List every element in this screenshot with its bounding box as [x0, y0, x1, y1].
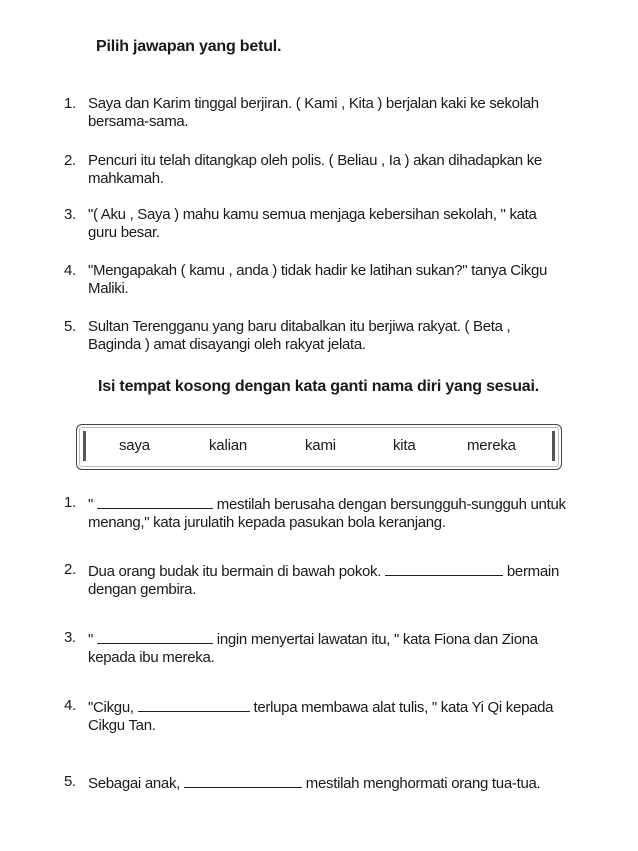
question-line2: kepada ibu mereka.	[88, 649, 215, 666]
section2-instruction: Isi tempat kosong dengan kata ganti nama diri yang sesuai.	[98, 378, 539, 395]
question-line2: dengan gembira.	[88, 581, 197, 598]
s2-question-3	[64, 629, 594, 667]
question-pre-text: Dua orang budak itu bermain di bawah pokok.	[88, 563, 382, 580]
word-bank-item: saya	[119, 437, 150, 454]
answer-blank[interactable]	[97, 629, 213, 644]
question-number: 2.	[64, 152, 76, 169]
s1-question-4	[64, 262, 594, 298]
s2-question-1	[64, 494, 594, 532]
question-pre-text: "Cikgu,	[88, 699, 134, 716]
word-bank-item: kami	[305, 437, 336, 454]
question-number: 2.	[64, 561, 76, 578]
question-line2: menang," kata jurulatih kepada pasukan bola keranjang.	[88, 514, 446, 531]
word-bank-box	[76, 424, 562, 470]
question-number: 5.	[64, 318, 76, 335]
question-line1: Sultan Terengganu yang baru ditabalkan itu berjiwa rakyat. ( Beta ,	[88, 318, 511, 335]
s1-question-3	[64, 206, 594, 242]
question-number: 3.	[64, 629, 76, 646]
s2-question-4	[64, 697, 594, 735]
question-post-text: bermain	[506, 563, 559, 580]
answer-blank[interactable]	[97, 494, 213, 509]
question-pre-text: "	[88, 496, 94, 513]
question-post-text: mestilah menghormati orang tua-tua.	[305, 775, 541, 792]
question-line1: "( Aku , Saya ) mahu kamu semua menjaga kebersihan sekolah, " kata	[88, 206, 537, 223]
s1-question-5	[64, 318, 594, 354]
question-number: 1.	[64, 494, 76, 511]
question-number: 4.	[64, 262, 76, 279]
question-line1: Saya dan Karim tinggal berjiran. ( Kami , Kita ) berjalan kaki ke sekolah	[88, 95, 539, 112]
question-number: 3.	[64, 206, 76, 223]
section1-instruction: Pilih jawapan yang betul.	[96, 38, 282, 55]
answer-blank[interactable]	[184, 773, 302, 788]
word-bank-item: kita	[393, 437, 416, 454]
question-line2: bersama-sama.	[88, 113, 189, 130]
question-line1: Pencuri itu telah ditangkap oleh polis. ( Beliau , Ia ) akan dihadapkan ke	[88, 152, 542, 169]
s2-question-5	[64, 773, 594, 793]
word-bank-right-bar	[552, 431, 555, 461]
question-number: 4.	[64, 697, 76, 714]
question-number: 1.	[64, 95, 76, 112]
question-line2: Baginda ) amat disayangi oleh rakyat jelata.	[88, 336, 366, 353]
question-post-text: ingin menyertai lawatan itu, " kata Fiona dan Ziona	[216, 631, 538, 648]
answer-blank[interactable]	[138, 697, 250, 712]
question-pre-text: Sebagai anak,	[88, 775, 181, 792]
word-bank-item: kalian	[209, 437, 247, 454]
s2-question-2	[64, 561, 594, 599]
question-line2: mahkamah.	[88, 170, 164, 187]
s1-question-2	[64, 152, 594, 188]
word-bank-left-bar	[83, 431, 86, 461]
question-post-text: terlupa membawa alat tulis, " kata Yi Qi kepada	[253, 699, 554, 716]
s1-question-1	[64, 95, 594, 131]
question-pre-text: "	[88, 631, 94, 648]
question-number: 5.	[64, 773, 76, 790]
answer-blank[interactable]	[385, 561, 503, 576]
question-line2: guru besar.	[88, 224, 160, 241]
question-line2: Maliki.	[88, 280, 129, 297]
question-line1: "Mengapakah ( kamu , anda ) tidak hadir ke latihan sukan?" tanya Cikgu	[88, 262, 548, 279]
word-bank-item: mereka	[467, 437, 516, 454]
question-line2: Cikgu Tan.	[88, 717, 156, 734]
question-post-text: mestilah berusaha dengan bersungguh-sungguh untuk	[216, 496, 566, 513]
